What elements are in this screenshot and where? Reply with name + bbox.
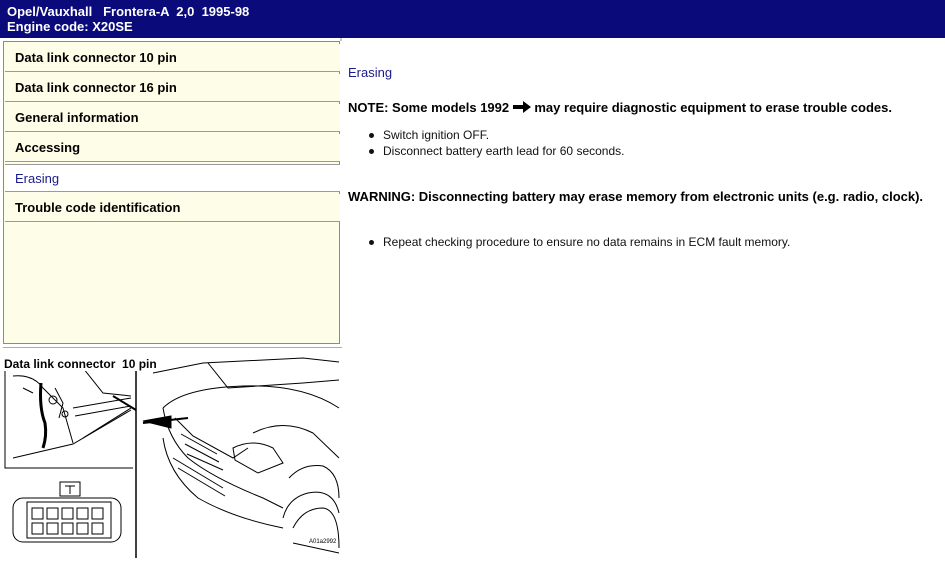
note-after: may require diagnostic equipment to erase trouble codes. [534, 100, 892, 115]
nav-item-data-link-connector-10-pin[interactable]: Data link connector 10 pin [5, 44, 340, 72]
note-before: NOTE: Some models 1992 [348, 100, 510, 115]
section-title: Erasing [348, 65, 393, 80]
figure-caption: Data link connector 10 pin [4, 357, 157, 371]
list-item [348, 143, 943, 159]
left-panel [3, 41, 342, 576]
bullet-icon [369, 149, 374, 154]
list-item [348, 234, 943, 250]
inset-frame [5, 366, 133, 468]
bullet-icon [369, 133, 374, 138]
steps-list-1 [348, 127, 943, 159]
content-pane [348, 65, 943, 250]
nav-item-erasing[interactable]: Erasing [5, 164, 340, 192]
topic-list [3, 41, 340, 344]
vehicle-title: Opel/Vauxhall Frontera-A 2,0 1995-98 [7, 4, 250, 19]
nav-item-data-link-connector-16-pin[interactable]: Data link connector 16 pin [5, 74, 340, 102]
figure-ref: A01a2992 [309, 539, 337, 545]
nav-item-general-information[interactable]: General information [5, 104, 340, 132]
connector-pins [32, 508, 103, 534]
title-bar [0, 0, 945, 38]
nav-item-accessing[interactable]: Accessing [5, 134, 340, 162]
connector-figure [3, 347, 342, 577]
step-text: Disconnect battery earth lead for 60 seconds. [383, 144, 625, 158]
note-text [348, 100, 943, 115]
right-arrow-icon [513, 101, 531, 113]
steps-list-2 [348, 234, 943, 250]
engine-code: Engine code: X20SE [7, 19, 133, 34]
warning-text: WARNING: Disconnecting battery may erase memory from electronic units (e.g. radio, clock). [348, 189, 924, 204]
list-item [348, 127, 943, 143]
step-text: Repeat checking procedure to ensure no data remains in ECM fault memory. [383, 235, 791, 249]
nav-item-trouble-code-identification[interactable]: Trouble code identification [5, 194, 340, 222]
step-text: Switch ignition OFF. [383, 128, 490, 142]
connector-illustration [3, 348, 342, 577]
bullet-icon [369, 240, 374, 245]
